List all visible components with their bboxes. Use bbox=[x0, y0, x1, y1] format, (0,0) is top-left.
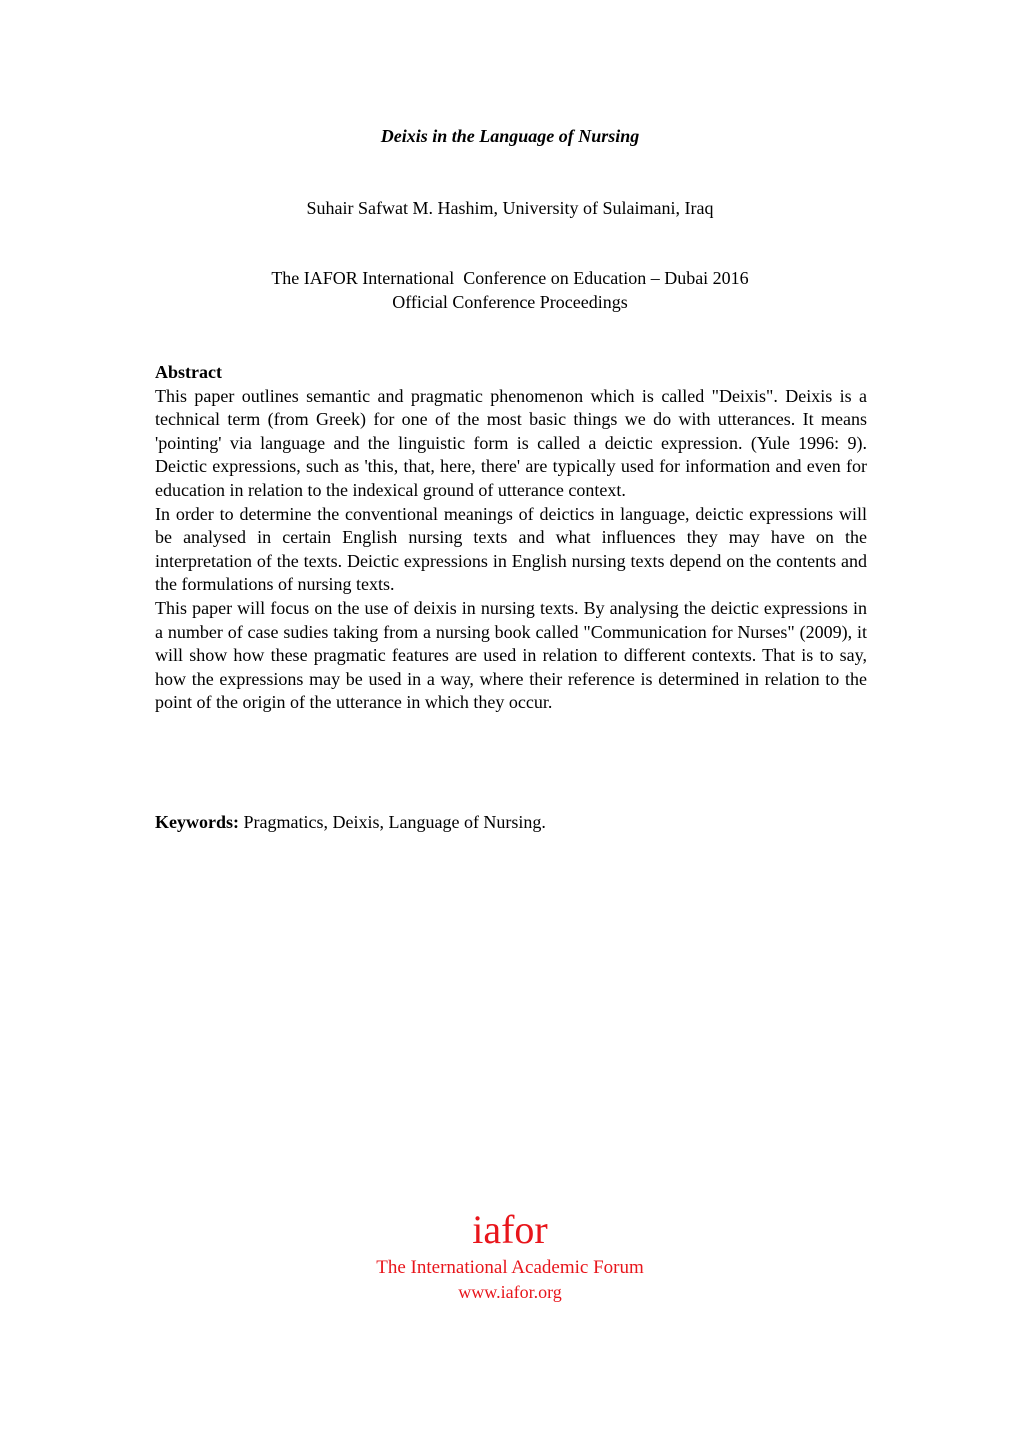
abstract-paragraph: This paper will focus on the use of deixis in nursing texts. By analysing the deictic expressions in a number of case sudies taking from a nursing book called "Communication for Nurses" (2009), it will show how these pragmatic features are used in relation to different contexts. That is to say, how the expressions may be used in a way, where their reference is determined in relation to the point of the origin of the utterance in which they occur. bbox=[155, 597, 867, 713]
iafor-footer bbox=[0, 1206, 1020, 1304]
proceedings-label: Official Conference Proceedings bbox=[392, 292, 628, 312]
keywords-list: Pragmatics, Deixis, Language of Nursing. bbox=[239, 812, 546, 832]
abstract-heading: Abstract bbox=[155, 362, 222, 382]
keywords-label: Keywords: bbox=[155, 812, 239, 832]
organization-url[interactable]: www.iafor.org bbox=[458, 1282, 562, 1302]
paper-title: Deixis in the Language of Nursing bbox=[380, 126, 640, 146]
abstract-paragraph: This paper outlines semantic and pragmatic phenomenon which is called "Deixis". Deixis is a technical term (from Greek) for one of the most basic things we do with utterances. It means 'pointing' via language and the linguistic form is called a deictic expression. (Yule 1996: 9). Deictic expressions, such as 'this, that, here, there' are typically used for information and even for education in relation to the indexical ground of utterance context. bbox=[155, 385, 867, 500]
iafor-logo: iafor bbox=[472, 1207, 548, 1252]
abstract-section bbox=[155, 361, 867, 715]
abstract-paragraph: In order to determine the conventional meanings of deictics in language, deictic expressions will be analysed in certain English nursing texts and what influences they may have on the interpretation of the texts. Deictic expressions in English nursing texts depend on the contents and the formulations of nursing texts. bbox=[155, 503, 867, 595]
author-affiliation: Suhair Safwat M. Hashim, University of Sulaimani, Iraq bbox=[306, 198, 714, 218]
conference-info bbox=[0, 266, 1020, 314]
keywords-line bbox=[155, 810, 867, 834]
organization-name: The International Academic Forum bbox=[376, 1257, 644, 1278]
conference-name: The IAFOR International Conference on Education – Dubai 2016 bbox=[271, 268, 749, 288]
